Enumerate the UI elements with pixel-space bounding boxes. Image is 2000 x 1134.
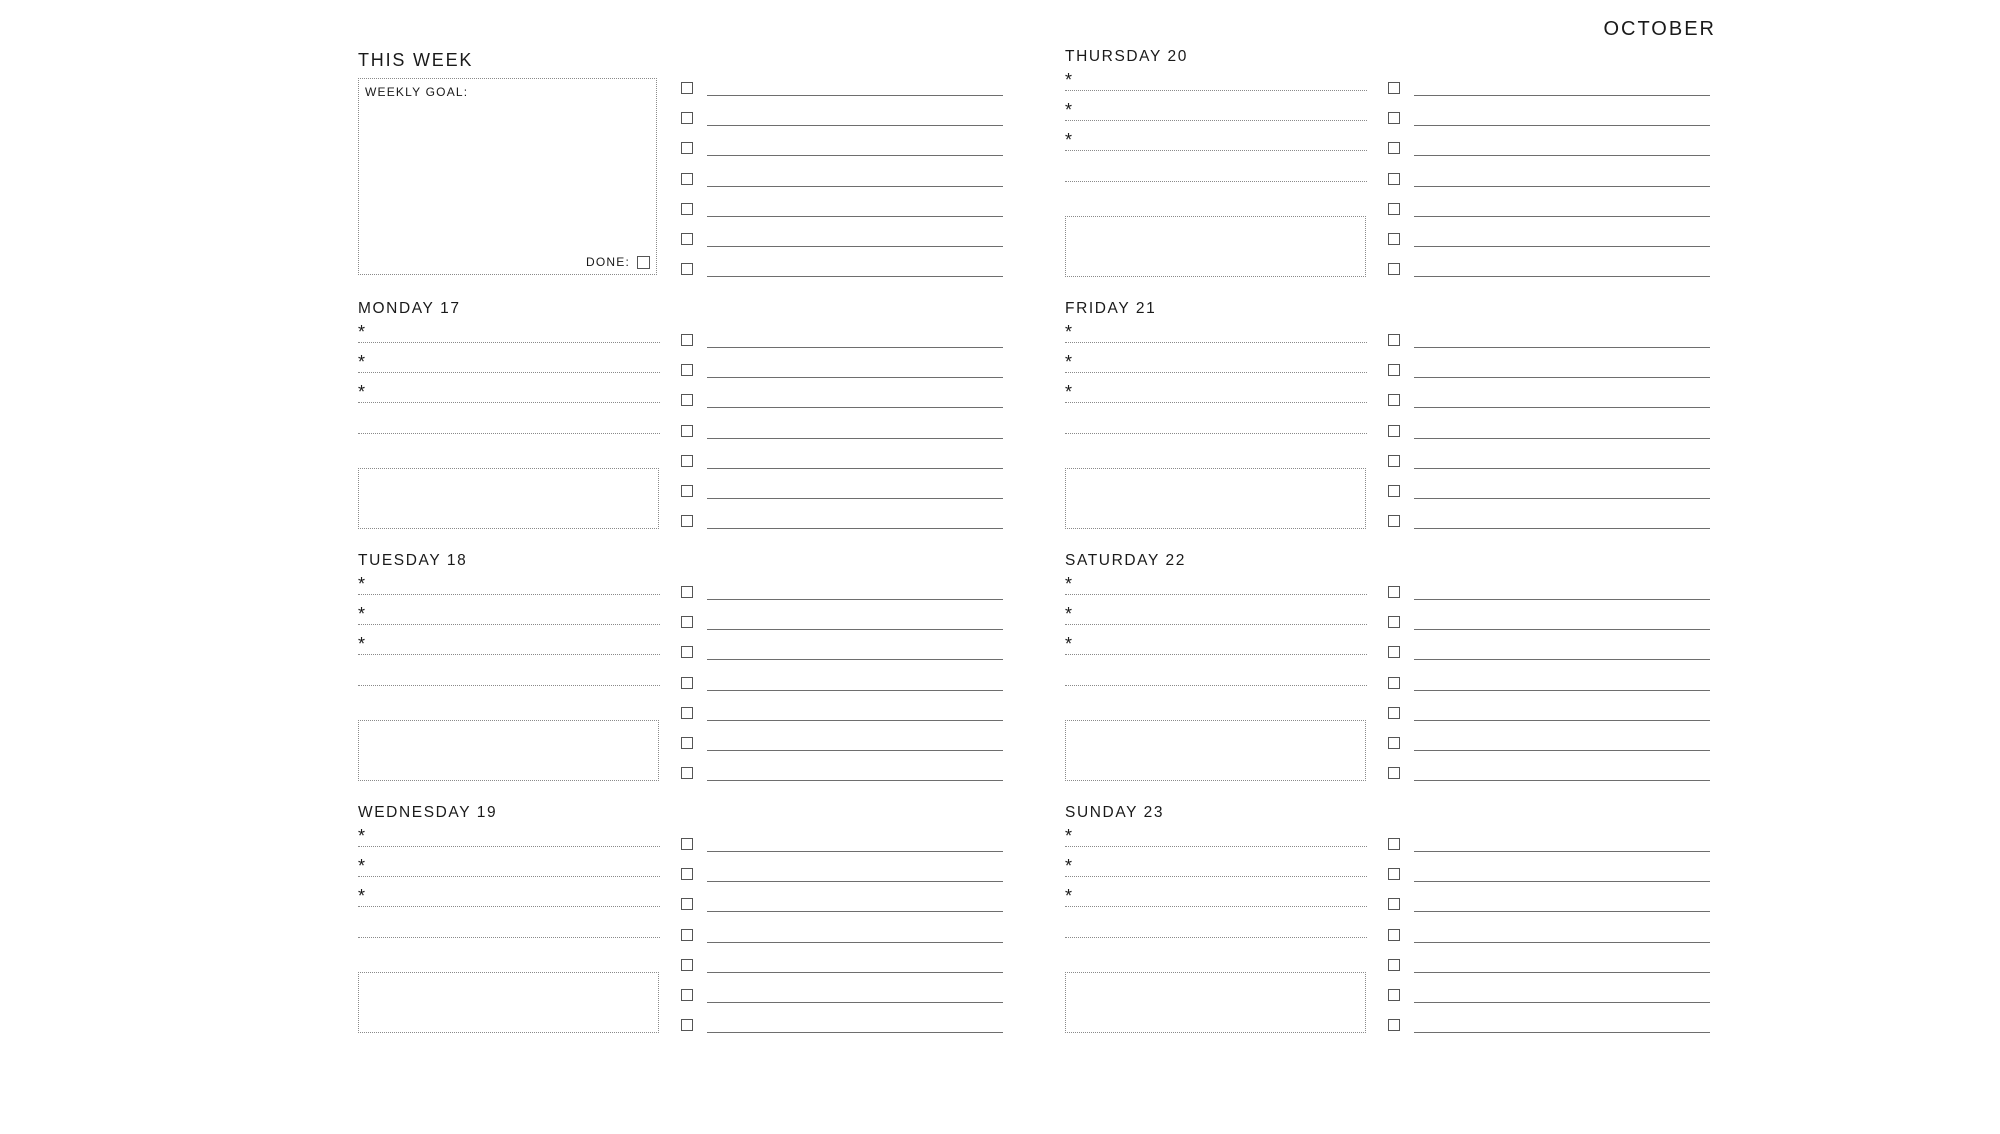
task-line-field[interactable] bbox=[1414, 972, 1710, 973]
task-row bbox=[1388, 364, 1710, 380]
task-row bbox=[1388, 173, 1710, 189]
task-row bbox=[681, 737, 1003, 753]
task-checkbox[interactable] bbox=[1388, 263, 1400, 275]
month-label: OCTOBER bbox=[1603, 18, 1716, 40]
task-line-field[interactable] bbox=[1414, 750, 1710, 751]
priority-line[interactable] bbox=[1065, 826, 1367, 847]
task-checkbox[interactable] bbox=[681, 233, 693, 245]
task-row bbox=[681, 233, 1003, 249]
day-title: FRIDAY 21 bbox=[1065, 300, 1157, 317]
task-row bbox=[681, 616, 1003, 632]
task-row bbox=[1388, 898, 1710, 914]
task-checkbox[interactable] bbox=[681, 334, 693, 346]
priority-line[interactable] bbox=[358, 886, 660, 907]
task-row bbox=[681, 82, 1003, 98]
task-line-field[interactable] bbox=[1414, 528, 1710, 529]
priority-star-icon: * bbox=[1065, 826, 1073, 846]
priority-line[interactable] bbox=[1065, 433, 1367, 434]
task-checkbox[interactable] bbox=[1388, 142, 1400, 154]
task-line-field[interactable] bbox=[1414, 186, 1710, 187]
day-title: THURSDAY 20 bbox=[1065, 48, 1188, 65]
task-row bbox=[1388, 112, 1710, 128]
priority-line[interactable] bbox=[1065, 886, 1367, 907]
task-row bbox=[1388, 838, 1710, 854]
task-checkbox[interactable] bbox=[681, 898, 693, 910]
priority-line[interactable] bbox=[1065, 856, 1367, 877]
task-checkbox[interactable] bbox=[681, 455, 693, 467]
task-checkbox[interactable] bbox=[1388, 334, 1400, 346]
task-checkbox[interactable] bbox=[1388, 677, 1400, 689]
task-row bbox=[681, 515, 1003, 531]
priority-line[interactable] bbox=[358, 826, 660, 847]
task-line-field[interactable] bbox=[707, 246, 1003, 247]
task-line-field[interactable] bbox=[1414, 95, 1710, 96]
notes-box[interactable] bbox=[358, 972, 659, 1033]
task-row bbox=[681, 646, 1003, 662]
priority-star-icon: * bbox=[358, 322, 366, 342]
task-checkbox[interactable] bbox=[681, 929, 693, 941]
task-checkbox[interactable] bbox=[1388, 485, 1400, 497]
day-title: SUNDAY 23 bbox=[1065, 804, 1165, 821]
task-line-field[interactable] bbox=[707, 95, 1003, 96]
priority-line[interactable] bbox=[358, 937, 660, 938]
notes-box[interactable] bbox=[1065, 216, 1366, 277]
priority-line[interactable] bbox=[358, 634, 660, 655]
task-row bbox=[681, 707, 1003, 723]
task-row bbox=[1388, 142, 1710, 158]
task-line-field[interactable] bbox=[1414, 125, 1710, 126]
task-checkbox[interactable] bbox=[1388, 1019, 1400, 1031]
priority-line[interactable] bbox=[358, 604, 660, 625]
task-line-field[interactable] bbox=[707, 468, 1003, 469]
priority-star-icon: * bbox=[1065, 574, 1073, 594]
task-row bbox=[1388, 425, 1710, 441]
task-line-field[interactable] bbox=[1414, 407, 1710, 408]
weekly-goal-label: WEEKLY GOAL: bbox=[365, 85, 469, 99]
day-title: SATURDAY 22 bbox=[1065, 552, 1186, 569]
task-line-field[interactable] bbox=[1414, 498, 1710, 499]
task-row bbox=[681, 112, 1003, 128]
task-checkbox[interactable] bbox=[681, 586, 693, 598]
priority-star-icon: * bbox=[1065, 604, 1073, 625]
task-line-field[interactable] bbox=[1414, 155, 1710, 156]
task-checkbox[interactable] bbox=[1388, 394, 1400, 406]
task-checkbox[interactable] bbox=[1388, 233, 1400, 245]
day-title: MONDAY 17 bbox=[358, 300, 461, 317]
priority-line[interactable] bbox=[1065, 352, 1367, 373]
priority-star-icon: * bbox=[358, 886, 366, 907]
task-row bbox=[1388, 485, 1710, 501]
priority-star-icon: * bbox=[358, 826, 366, 846]
notes-box[interactable] bbox=[1065, 972, 1366, 1033]
done-label: DONE: bbox=[585, 255, 630, 269]
task-checkbox[interactable] bbox=[1388, 515, 1400, 527]
task-line-field[interactable] bbox=[1414, 780, 1710, 781]
task-line-field[interactable] bbox=[707, 438, 1003, 439]
task-line-field[interactable] bbox=[1414, 216, 1710, 217]
task-line-field[interactable] bbox=[707, 1002, 1003, 1003]
task-row bbox=[1388, 737, 1710, 753]
task-row bbox=[681, 868, 1003, 884]
priority-line[interactable] bbox=[1065, 70, 1367, 91]
task-row bbox=[1388, 263, 1710, 279]
task-line-field[interactable] bbox=[707, 659, 1003, 660]
task-checkbox[interactable] bbox=[681, 142, 693, 154]
priority-line[interactable] bbox=[358, 352, 660, 373]
task-checkbox[interactable] bbox=[681, 646, 693, 658]
task-checkbox[interactable] bbox=[681, 82, 693, 94]
task-checkbox[interactable] bbox=[681, 677, 693, 689]
priority-line[interactable] bbox=[1065, 685, 1367, 686]
task-checkbox[interactable] bbox=[1388, 767, 1400, 779]
priority-star-icon: * bbox=[358, 634, 366, 655]
task-line-field[interactable] bbox=[707, 498, 1003, 499]
task-line-field[interactable] bbox=[1414, 246, 1710, 247]
task-line-field[interactable] bbox=[1414, 629, 1710, 630]
task-row bbox=[1388, 334, 1710, 350]
priority-star-icon: * bbox=[358, 856, 366, 877]
task-row bbox=[1388, 677, 1710, 693]
task-line-field[interactable] bbox=[1414, 942, 1710, 943]
task-row bbox=[681, 263, 1003, 279]
task-checkbox[interactable] bbox=[681, 707, 693, 719]
task-checkbox[interactable] bbox=[681, 203, 693, 215]
task-row bbox=[1388, 767, 1710, 783]
this-week-title: THIS WEEK bbox=[358, 50, 474, 70]
task-checkbox[interactable] bbox=[681, 767, 693, 779]
priority-line[interactable] bbox=[1065, 574, 1367, 595]
task-line-field[interactable] bbox=[1414, 599, 1710, 600]
task-checkbox[interactable] bbox=[681, 838, 693, 850]
task-checkbox[interactable] bbox=[1388, 425, 1400, 437]
priority-line[interactable] bbox=[358, 856, 660, 877]
priority-line[interactable] bbox=[1065, 322, 1367, 343]
task-line-field[interactable] bbox=[707, 1032, 1003, 1033]
priority-star-icon: * bbox=[358, 382, 366, 403]
task-line-field[interactable] bbox=[707, 186, 1003, 187]
task-row bbox=[681, 364, 1003, 380]
task-checkbox[interactable] bbox=[681, 425, 693, 437]
task-line-field[interactable] bbox=[707, 911, 1003, 912]
task-line-field[interactable] bbox=[707, 750, 1003, 751]
task-row bbox=[1388, 929, 1710, 945]
task-checkbox[interactable] bbox=[1388, 737, 1400, 749]
day-title: WEDNESDAY 19 bbox=[358, 804, 498, 821]
task-line-field[interactable] bbox=[707, 942, 1003, 943]
notes-box[interactable] bbox=[358, 468, 659, 529]
task-checkbox[interactable] bbox=[1388, 616, 1400, 628]
priority-star-icon: * bbox=[358, 604, 366, 625]
task-line-field[interactable] bbox=[707, 599, 1003, 600]
weekly-goal-box[interactable] bbox=[358, 78, 657, 275]
task-line-field[interactable] bbox=[707, 155, 1003, 156]
task-line-field[interactable] bbox=[1414, 1002, 1710, 1003]
task-checkbox[interactable] bbox=[681, 263, 693, 275]
task-checkbox[interactable] bbox=[681, 959, 693, 971]
task-line-field[interactable] bbox=[707, 881, 1003, 882]
priority-line[interactable] bbox=[1065, 100, 1367, 121]
priority-line[interactable] bbox=[1065, 130, 1367, 151]
task-row bbox=[681, 838, 1003, 854]
task-line-field[interactable] bbox=[707, 851, 1003, 852]
priority-star-icon: * bbox=[1065, 130, 1073, 151]
task-line-field[interactable] bbox=[707, 125, 1003, 126]
priority-line[interactable] bbox=[1065, 634, 1367, 655]
task-line-field[interactable] bbox=[1414, 1032, 1710, 1033]
task-checkbox[interactable] bbox=[681, 515, 693, 527]
task-line-field[interactable] bbox=[707, 407, 1003, 408]
task-row bbox=[681, 959, 1003, 975]
task-row bbox=[1388, 707, 1710, 723]
task-row bbox=[681, 173, 1003, 189]
task-checkbox[interactable] bbox=[1388, 989, 1400, 1001]
priority-star-icon: * bbox=[358, 574, 366, 594]
task-line-field[interactable] bbox=[707, 629, 1003, 630]
task-line-field[interactable] bbox=[707, 780, 1003, 781]
priority-line[interactable] bbox=[358, 574, 660, 595]
task-line-field[interactable] bbox=[707, 972, 1003, 973]
task-row bbox=[1388, 455, 1710, 471]
priority-star-icon: * bbox=[1065, 322, 1073, 342]
priority-star-icon: * bbox=[1065, 886, 1073, 907]
task-row bbox=[681, 425, 1003, 441]
task-checkbox[interactable] bbox=[1388, 173, 1400, 185]
task-line-field[interactable] bbox=[707, 690, 1003, 691]
notes-box[interactable] bbox=[358, 720, 659, 781]
task-row bbox=[681, 334, 1003, 350]
task-row bbox=[1388, 394, 1710, 410]
task-row bbox=[1388, 233, 1710, 249]
task-checkbox[interactable] bbox=[681, 1019, 693, 1031]
task-checkbox[interactable] bbox=[1388, 82, 1400, 94]
task-line-field[interactable] bbox=[1414, 851, 1710, 852]
task-checkbox[interactable] bbox=[1388, 929, 1400, 941]
task-row bbox=[681, 929, 1003, 945]
task-line-field[interactable] bbox=[1414, 881, 1710, 882]
task-line-field[interactable] bbox=[1414, 438, 1710, 439]
priority-star-icon: * bbox=[1065, 352, 1073, 373]
task-row bbox=[1388, 203, 1710, 219]
task-line-field[interactable] bbox=[707, 276, 1003, 277]
task-row bbox=[1388, 616, 1710, 632]
task-checkbox[interactable] bbox=[681, 364, 693, 376]
task-checkbox[interactable] bbox=[681, 485, 693, 497]
task-checkbox[interactable] bbox=[1388, 646, 1400, 658]
task-row bbox=[681, 394, 1003, 410]
priority-star-icon: * bbox=[1065, 634, 1073, 655]
priority-line[interactable] bbox=[1065, 181, 1367, 182]
task-checkbox[interactable] bbox=[681, 173, 693, 185]
priority-line[interactable] bbox=[1065, 382, 1367, 403]
priority-line[interactable] bbox=[1065, 604, 1367, 625]
priority-star-icon: * bbox=[358, 352, 366, 373]
priority-line[interactable] bbox=[358, 322, 660, 343]
task-line-field[interactable] bbox=[1414, 468, 1710, 469]
task-checkbox[interactable] bbox=[1388, 838, 1400, 850]
notes-box[interactable] bbox=[1065, 720, 1366, 781]
priority-star-icon: * bbox=[1065, 382, 1073, 403]
task-row bbox=[681, 142, 1003, 158]
task-checkbox[interactable] bbox=[1388, 455, 1400, 467]
task-row bbox=[681, 898, 1003, 914]
task-row bbox=[681, 1019, 1003, 1035]
task-line-field[interactable] bbox=[707, 528, 1003, 529]
task-checkbox[interactable] bbox=[681, 112, 693, 124]
task-line-field[interactable] bbox=[707, 347, 1003, 348]
task-checkbox[interactable] bbox=[1388, 868, 1400, 880]
task-line-field[interactable] bbox=[1414, 377, 1710, 378]
task-checkbox[interactable] bbox=[1388, 112, 1400, 124]
task-row bbox=[1388, 646, 1710, 662]
task-row bbox=[1388, 1019, 1710, 1035]
task-row bbox=[681, 586, 1003, 602]
task-line-field[interactable] bbox=[1414, 276, 1710, 277]
task-row bbox=[681, 203, 1003, 219]
task-line-field[interactable] bbox=[1414, 690, 1710, 691]
task-line-field[interactable] bbox=[707, 377, 1003, 378]
task-checkbox[interactable] bbox=[681, 737, 693, 749]
task-line-field[interactable] bbox=[1414, 347, 1710, 348]
notes-box[interactable] bbox=[1065, 468, 1366, 529]
task-line-field[interactable] bbox=[1414, 720, 1710, 721]
task-row bbox=[1388, 515, 1710, 531]
task-row bbox=[681, 677, 1003, 693]
task-row bbox=[681, 767, 1003, 783]
task-line-field[interactable] bbox=[707, 720, 1003, 721]
day-title: TUESDAY 18 bbox=[358, 552, 468, 569]
task-checkbox[interactable] bbox=[681, 868, 693, 880]
task-checkbox[interactable] bbox=[681, 394, 693, 406]
task-checkbox[interactable] bbox=[1388, 586, 1400, 598]
priority-star-icon: * bbox=[1065, 70, 1073, 90]
task-checkbox[interactable] bbox=[681, 989, 693, 1001]
task-line-field[interactable] bbox=[707, 216, 1003, 217]
priority-star-icon: * bbox=[1065, 100, 1073, 121]
task-line-field[interactable] bbox=[1414, 659, 1710, 660]
task-row bbox=[681, 485, 1003, 501]
priority-line[interactable] bbox=[1065, 937, 1367, 938]
task-row bbox=[681, 989, 1003, 1005]
task-checkbox[interactable] bbox=[1388, 203, 1400, 215]
task-checkbox[interactable] bbox=[681, 616, 693, 628]
task-checkbox[interactable] bbox=[1388, 898, 1400, 910]
task-checkbox[interactable] bbox=[1388, 959, 1400, 971]
task-checkbox[interactable] bbox=[1388, 707, 1400, 719]
task-row bbox=[1388, 586, 1710, 602]
task-row bbox=[1388, 82, 1710, 98]
priority-star-icon: * bbox=[1065, 856, 1073, 877]
priority-line[interactable] bbox=[358, 433, 660, 434]
task-line-field[interactable] bbox=[1414, 911, 1710, 912]
priority-line[interactable] bbox=[358, 382, 660, 403]
task-row bbox=[681, 455, 1003, 471]
task-row bbox=[1388, 989, 1710, 1005]
task-row bbox=[1388, 959, 1710, 975]
done-checkbox[interactable] bbox=[637, 256, 650, 269]
task-row bbox=[1388, 868, 1710, 884]
priority-line[interactable] bbox=[358, 685, 660, 686]
task-checkbox[interactable] bbox=[1388, 364, 1400, 376]
